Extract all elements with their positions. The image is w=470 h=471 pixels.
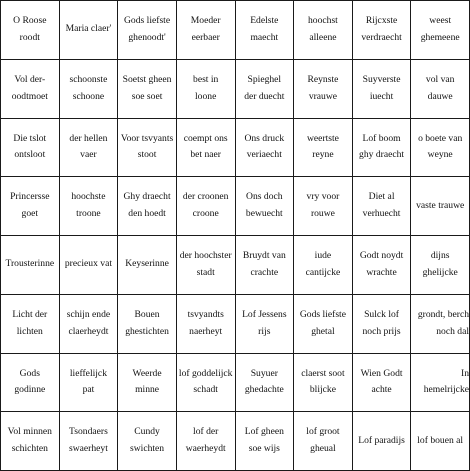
grid-row [1,1,470,60]
cell-text-line: Gods liefste [124,15,171,27]
grid-cell [118,412,177,471]
grid-row [1,118,470,177]
cell-text-line: loone [195,90,217,102]
cell-text-line: iude [314,250,332,262]
cell-text-line: Maria claer' [65,23,112,35]
cell-text-line: rijs [258,325,271,337]
cell-text-line: bewuecht [245,208,283,220]
cell-text-line: Moeder [190,15,221,27]
grid-cell [1,412,60,471]
cell-text-line: Diet al [368,191,395,203]
grid-cell [235,118,294,177]
grid-cell [352,59,411,118]
cell-text-line: hoochst [308,15,338,27]
cell-text-line: schijn ende [66,308,111,320]
cell-text-line: claerheydt [68,325,109,337]
grid-cell [118,59,177,118]
cell-text-line: iuecht [369,90,394,102]
grid-cell [1,1,60,60]
grid-cell [1,353,60,412]
cell-text-line: verdraecht [361,31,402,43]
grid-cell [118,236,177,295]
cell-text-line: coempt ons [183,132,228,144]
grid-cell [118,294,177,353]
grid-cell [235,177,294,236]
grid-cell [59,353,118,412]
grid-cell [118,353,177,412]
cell-text-line: Lof Jessens [242,308,287,320]
cell-text-line: veriaecht [246,149,282,161]
cell-text-line: roodt [19,31,40,43]
cell-text-line: vaer [80,149,97,161]
cell-text-line: ghedachte [244,384,284,396]
cell-text-line: vaste trauwe [416,199,465,211]
cell-text-line: Keyserinne [125,258,169,270]
grid-cell [294,59,353,118]
cell-text-line: hoochste [71,191,106,203]
cell-text-line: Lof paradijs [358,434,405,446]
cell-text-line: vry voor [306,191,340,203]
cell-text-line: Tsondaers [69,426,108,438]
cell-text-line: wrachte [366,266,397,278]
cell-text-line: der duecht [244,90,285,102]
cell-text-line: der croonen [182,191,229,203]
cell-text-line: soe soet [131,90,163,102]
grid-cell [352,177,411,236]
cell-text-line: Ons druck [244,132,285,144]
cell-text-line: noch dal [436,325,469,337]
cell-text-line: Gods [19,367,40,379]
cell-text-line: Cundy [134,426,160,438]
cell-text-line: cantijcke [305,266,341,278]
cell-text-line: den hoedt [128,208,166,220]
grid-cell [411,412,470,471]
cell-text-line: oodtmoet [11,90,48,102]
cell-text-line: Die tslot [13,132,47,144]
cell-text-line: der hoochster [179,250,232,262]
cell-text-line: troone [76,208,101,220]
grid-row [1,59,470,118]
cell-text-line: ghelijcke [422,266,458,278]
grid-row [1,353,470,412]
cell-text-line: Trousterinne [5,258,55,270]
cell-text-line: dijns [430,250,450,262]
cell-text-line: Vol der- [14,73,46,85]
grid-cell [235,236,294,295]
cell-text-line: naerheyt [189,325,223,337]
grid-cell [118,177,177,236]
cell-text-line: achte [371,384,392,396]
cell-text-line: Soetst gheen [122,73,172,85]
cell-text-line: ghemeene [420,31,460,43]
cell-text-line: maecht [250,31,279,43]
cell-text-line: Reynste [307,73,339,85]
grid-cell [176,294,235,353]
cell-text-line: Lof gheen [244,426,284,438]
cell-text-line: lof goddelijck [178,367,233,379]
cell-text-line: lof der [193,426,219,438]
grid-cell [1,177,60,236]
grid-cell [176,412,235,471]
grid-cell [352,1,411,60]
cell-text-line: schoonste [69,73,108,85]
cell-text-line: alleene [309,31,337,43]
grid-cell [59,177,118,236]
grid-cell [352,412,411,471]
cell-text-line: hemelrijcke [423,384,469,396]
cell-text-line: lieffelijck [69,367,107,379]
grid-cell [235,1,294,60]
grid-cell [1,236,60,295]
grid-cell [59,294,118,353]
cell-text-line: der hellen [69,132,108,144]
cell-text-line: Voor tsvyants [120,132,174,144]
cell-text-line: Bouen [134,308,160,320]
cell-text-line: Gods liefste [299,308,346,320]
cell-text-line: grondt, berch [417,308,469,320]
grid-cell [411,1,470,60]
cell-text-line: claerst soot [301,367,345,379]
cell-text-line: lof groot [306,426,340,438]
cell-text-line: soe wijs [248,443,280,455]
grid-cell [176,1,235,60]
cell-text-line: vrauwe [308,90,338,102]
cell-text-line: tsvyandts [187,308,224,320]
cell-text-line: swichten [130,443,165,455]
grid-cell [235,294,294,353]
cell-text-line: pat [82,384,95,396]
grid-cell [118,118,177,177]
cell-text-line: croone [192,208,219,220]
cell-text-line: ghy draecht [359,149,405,161]
cell-text-line: Rijcxste [365,15,398,27]
cell-text-line: schichten [11,443,48,455]
grid-body [1,1,470,471]
cell-text-line: schadt [193,384,218,396]
grid-row [1,177,470,236]
cell-text-line: precieux vat [64,258,113,270]
grid-cell [235,353,294,412]
cell-text-line: weertste [306,132,339,144]
grid-row [1,294,470,353]
grid-cell [176,177,235,236]
cell-text-line: verhuecht [362,208,401,220]
grid-cell [294,412,353,471]
grid-cell [235,412,294,471]
cell-text-line: Bruydt van [242,250,286,262]
cell-text-line: weyne [427,149,453,161]
cell-text-line: ontsloot [14,149,46,161]
grid-cell [176,118,235,177]
cell-text-line: goet [21,208,39,220]
cell-text-line: Princersse [10,191,50,203]
grid-cell [59,118,118,177]
grid-cell [235,59,294,118]
cell-text-line: ghenoodt' [128,31,166,43]
cell-text-line: swaerheyt [68,443,108,455]
grid-cell [352,118,411,177]
cell-text-line: bet naer [190,149,221,161]
grid-row [1,236,470,295]
cell-text-line: Vol minnen [7,426,52,438]
cell-text-line: gheual [310,443,336,455]
grid-cell [294,236,353,295]
grid-cell [411,118,470,177]
cell-text-line: Licht der [12,308,48,320]
cell-text-line: stoot [137,149,157,161]
cell-text-line: godinne [14,384,46,396]
cell-text-line: best in [193,73,219,85]
grid-cell [176,236,235,295]
grid-cell [1,59,60,118]
grid-cell [411,177,470,236]
cell-text-line: Edelste [250,15,279,27]
grid-cell [1,118,60,177]
grid-cell [59,1,118,60]
grid-cell [294,1,353,60]
cell-text-line: schoone [72,90,105,102]
cell-text-line: Suyverste [362,73,401,85]
grid-cell [352,236,411,295]
grid-cell [352,294,411,353]
grid-cell [294,294,353,353]
cell-text-line: Spieghel [247,73,282,85]
cell-text-line: weest [429,15,452,27]
cell-text-line: Godt noydt [359,250,404,262]
cell-text-line: eerbaer [191,31,220,43]
cell-text-line: Sulck lof [364,308,400,320]
grid-cell [294,177,353,236]
cell-text-line: blijcke [309,384,336,396]
cell-text-line: Weerde [132,367,162,379]
cell-text-line: vol van [425,73,455,85]
grid-cell [411,236,470,295]
cell-text-line: o boete van [418,132,463,144]
cell-text-line: stadt [196,266,215,278]
cell-text-line: lof bouen al [417,434,464,446]
grid-cell [352,353,411,412]
cell-text-line: minne [135,384,160,396]
grid-cell [411,353,470,412]
cell-text-line: waerheydt [185,443,226,455]
cell-text-line: Suyuer [250,367,278,379]
cell-text-line: ghetal [311,325,335,337]
grid-cell [411,294,470,353]
cell-text-line: Ghy draecht [123,191,171,203]
grid-cell [59,412,118,471]
cell-text-line: noch prijs [362,325,401,337]
cell-text-line: O Roose [13,15,47,27]
cell-text-line: Lof boom [362,132,401,144]
grid-cell [59,236,118,295]
cell-text-line: rouwe [310,208,335,220]
grid-cell [1,294,60,353]
grid-cell [176,59,235,118]
cell-text-line: dauwe [427,90,453,102]
grid-cell [59,59,118,118]
cell-text-line: In [461,367,469,379]
grid-cell [118,1,177,60]
cell-text-line: lichten [16,325,43,337]
cell-text-line: reyne [312,149,334,161]
cell-text-line: Ons doch [246,191,283,203]
grid-cell [176,353,235,412]
cell-text-line: crachte [250,266,279,278]
grid-cell [411,59,470,118]
grid-cell [294,118,353,177]
cell-text-line: ghestichten [125,325,169,337]
grid-cell [294,353,353,412]
cell-text-line: Wien Godt [360,367,403,379]
grid-row [1,412,470,471]
